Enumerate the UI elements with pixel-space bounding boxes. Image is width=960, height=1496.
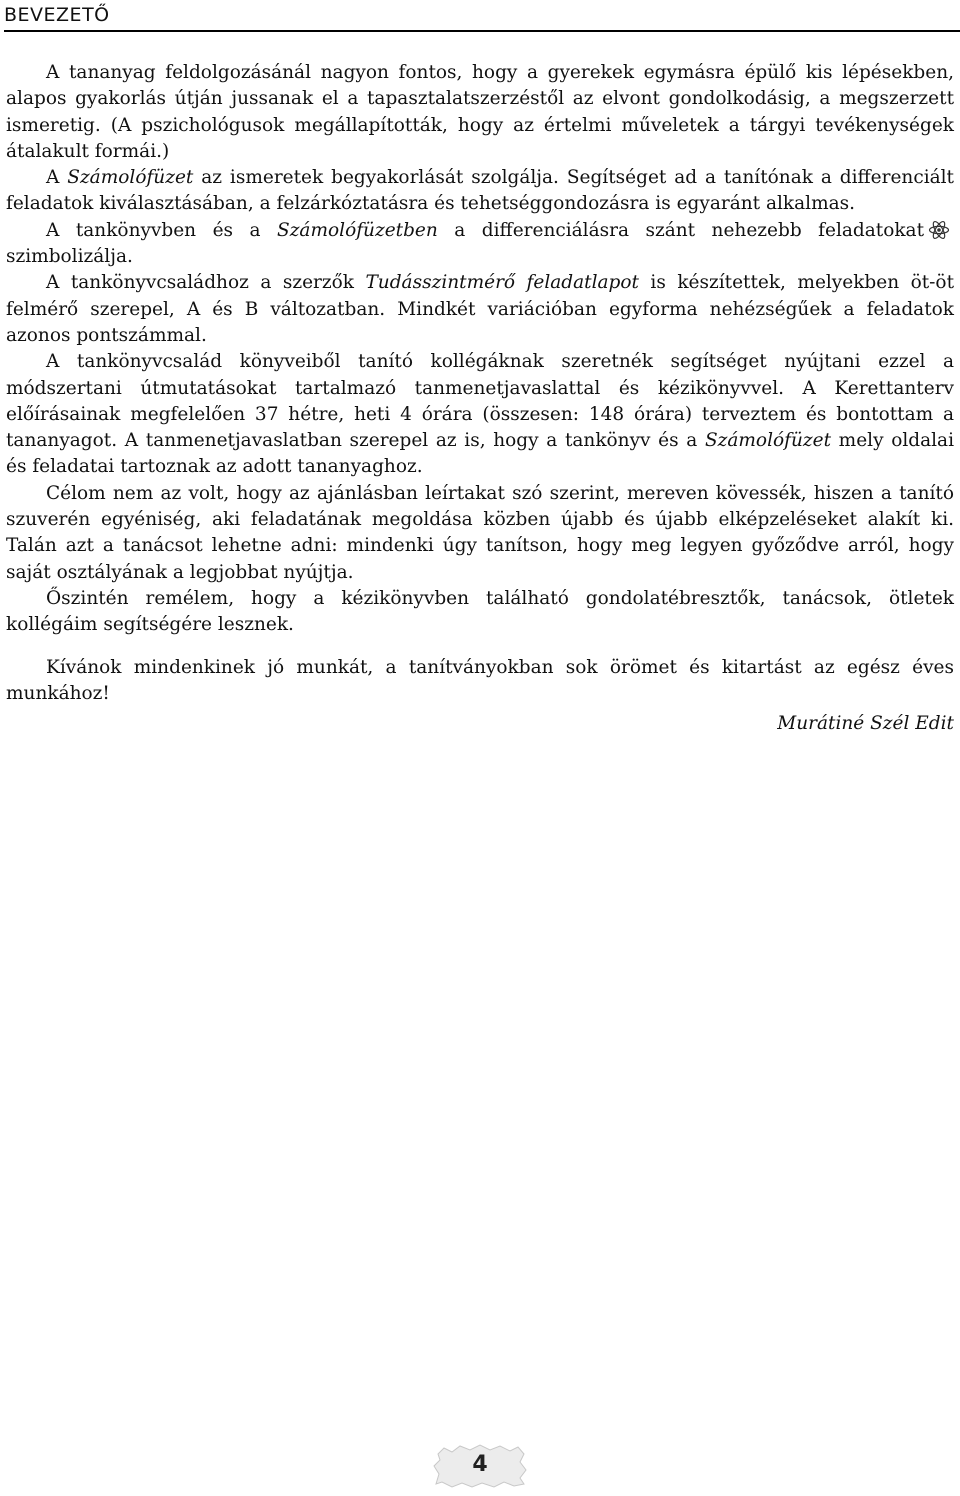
text-run: a differenciálásra szánt nehezebb feladatokat bbox=[437, 219, 925, 241]
paragraph-7: Őszintén remélem, hogy a kézikönyvben található gondolatébresztők, tanácsok, ötletek kollégáim segítségére lesznek. bbox=[6, 587, 954, 636]
paragraph-5 bbox=[6, 349, 954, 480]
paragraph-3 bbox=[6, 218, 954, 271]
paragraph-6: Célom nem az volt, hogy az ajánlásban leírtakat szó szerint, mereven kövessék, hiszen a tanító szuverén egyéniség, aki feladatának megoldása közben újabb és újabb elképzeléseket alakít ki. Talán azt a tanácsot lehetne adni: mindenki úgy tanítson, hogy meg legyen győződve arról, hogy saját osztályának a legjobbat nyújtja. bbox=[6, 482, 954, 583]
paragraph-2 bbox=[6, 165, 954, 218]
author-signature: Murátiné Szél Edit bbox=[777, 713, 954, 735]
text-run: az ismeretek begyakorlását szolgálja. Segítséget ad a tanítónak a differenciált feladatok kiválasztásában, a felzárkóztatásra és tehetséggondozásra is egyaránt alkalmas. bbox=[6, 167, 954, 215]
book-title-italic: Számolófüzet bbox=[67, 167, 194, 189]
text-run: A tankönyvben és a bbox=[46, 219, 278, 241]
running-header bbox=[4, 4, 960, 26]
page-number-badge bbox=[430, 1440, 530, 1490]
text-run: szimbolizálja. bbox=[6, 246, 133, 268]
header-rule bbox=[4, 30, 960, 32]
paragraph-8: Kívánok mindenkinek jó munkát, a tanítványokban sok örömet és kitartást az egész éves munkához! bbox=[6, 656, 954, 704]
text-run: mely oldalai és feladatai tartoznak az adott tananyaghoz. bbox=[6, 430, 954, 478]
book-title-italic: Számolófüzet bbox=[704, 430, 832, 452]
paragraph-1: A tananyag feldolgozásánál nagyon fontos, hogy a gyerekek egymásra épülő kis lépésekben, alapos gyakorlás útján jussanak el a tapasztalatszerzéstől az elvont gondolkodásig, a megszerzett ismeretig. (A pszichológusok megállapították, hogy az értelmi műveletek a tárgyi tevékenységek átalakult formái.) bbox=[6, 62, 954, 162]
text-run: A bbox=[46, 167, 68, 189]
worksheet-title-italic: Tudásszintmérő feladatlapot bbox=[365, 272, 639, 294]
text-run: A tankönyvcsaládhoz a szerzők bbox=[46, 272, 366, 294]
paragraph-4 bbox=[6, 270, 954, 349]
atom-icon bbox=[928, 220, 950, 240]
section-title: BEVEZETŐ bbox=[4, 4, 110, 26]
text-run: A tankönyvcsalád könyveiből tanító kollégáknak szeretnék segítséget nyújtani ezzel a módszertani útmutatásokat tartalmazó tanmenetjavaslattal és kézikönyvvel. A Kerettanterv előírásainak megfelelően 37 hétre, heti 4 órára (összesen: 148 órára) terveztem és bontottam a tananyagot. A tanmenetjavaslatban szerepel az is, hogy a tankönyv és a bbox=[6, 351, 954, 452]
book-title-italic: Számolófüzetben bbox=[277, 219, 438, 241]
page-number: 4 bbox=[472, 1452, 488, 1477]
text-run: is készítettek, melyekben öt-öt felmérő szerepel, A és B változatban. Mindkét variációban egyforma nehézségűek a feladatok azonos pontszámmal. bbox=[6, 272, 954, 346]
body-text bbox=[6, 60, 954, 737]
